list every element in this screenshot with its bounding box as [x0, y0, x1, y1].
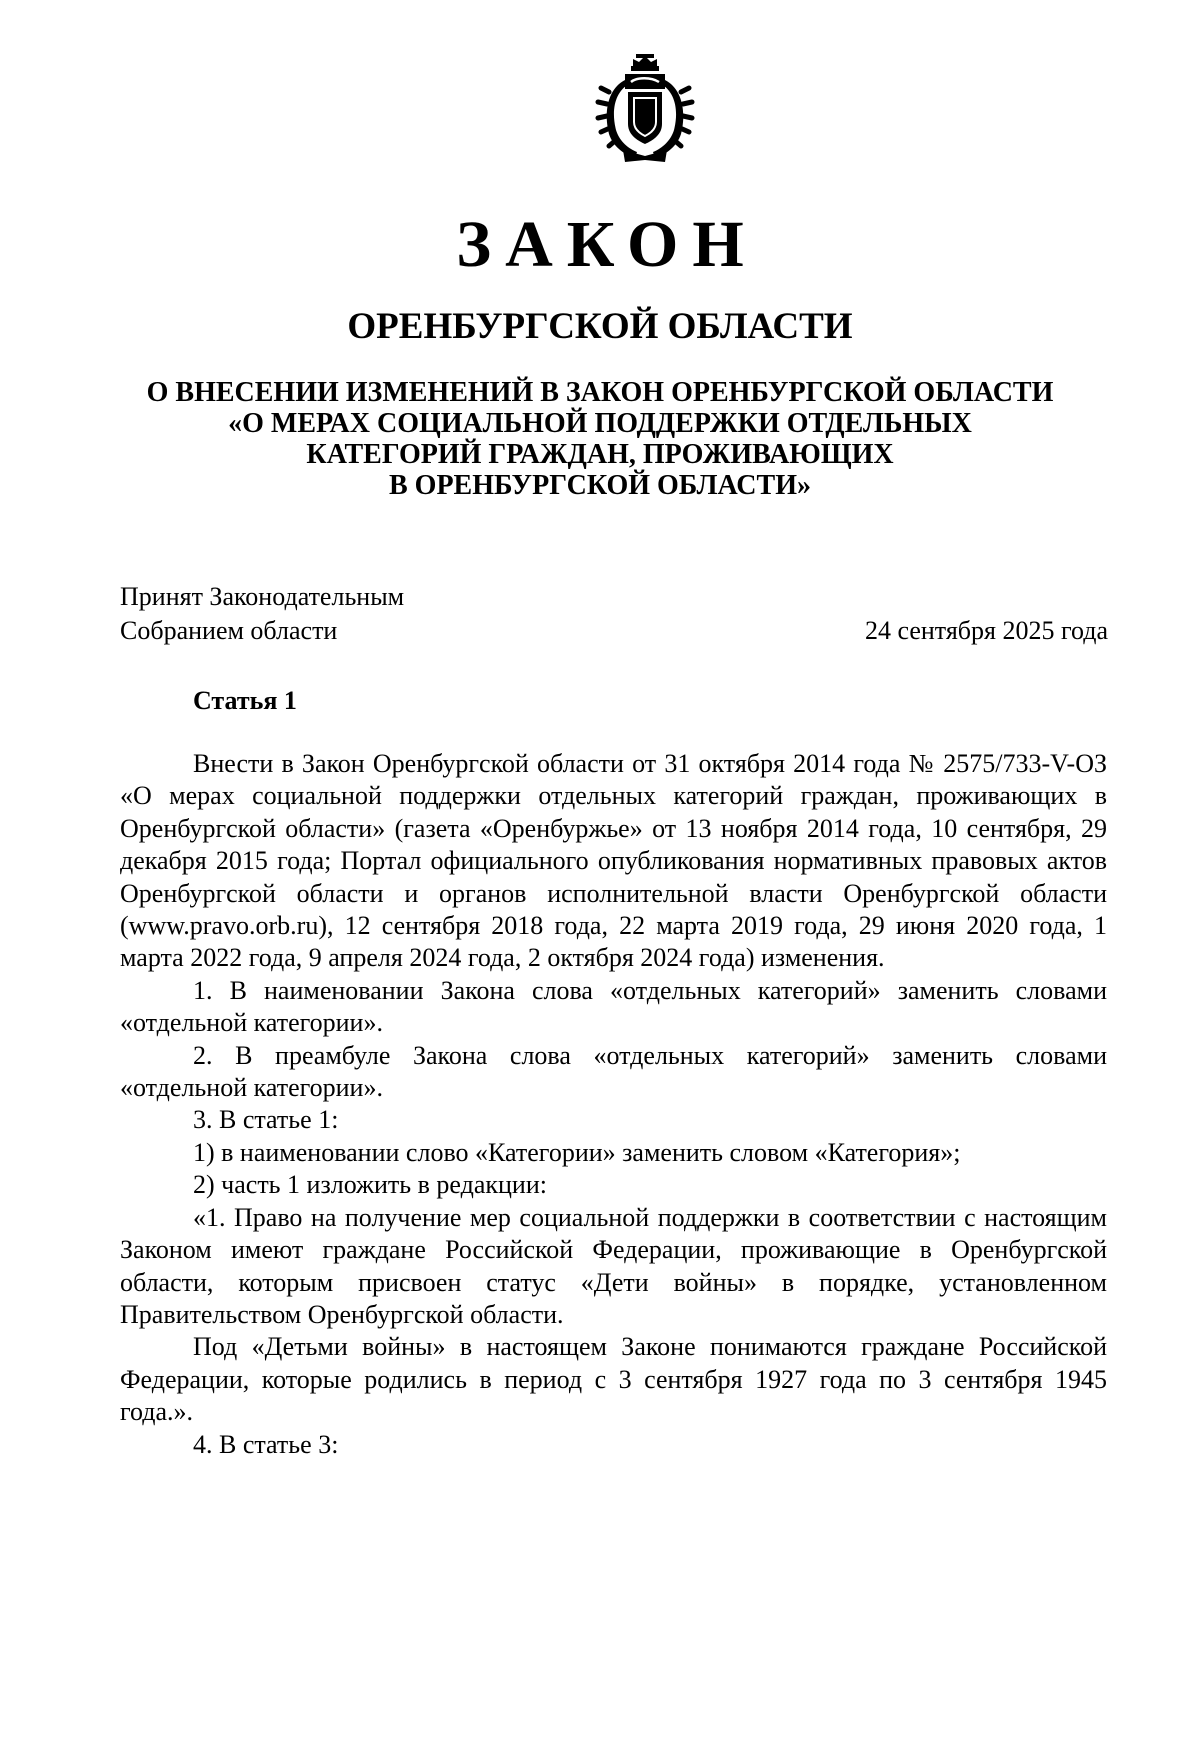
- adoption-date: 24 сентября 2025 года: [864, 616, 1108, 645]
- article-heading: Статья 1: [193, 686, 297, 715]
- adoption-line: Собранием области: [120, 616, 338, 645]
- document-title: ЗАКОН: [456, 208, 758, 281]
- law-subtitle-line: «О МЕРАХ СОЦИАЛЬНОЙ ПОДДЕРЖКИ ОТДЕЛЬНЫХ: [228, 408, 972, 439]
- law-subtitle-line: КАТЕГОРИЙ ГРАЖДАН, ПРОЖИВАЮЩИХ: [306, 439, 894, 470]
- article-paragraph: Под «Детьми войны» в настоящем Законе понимаются граждане Российской Федерации, которые родились в период с 3 сентября 1927 года по 3 сентября 1945 года.».: [120, 1332, 1107, 1427]
- article-paragraph: 2) часть 1 изложить в редакции:: [193, 1170, 547, 1200]
- article-paragraph: Внести в Закон Оренбургской области от 31 октября 2014 года № 2575/733-V-ОЗ «О мерах социальной поддержки отдельных категорий граждан, проживающих в Оренбургской области» (газета «Оренбуржье» от 13 ноября 2014 года, 10 сентября, 29 декабря 2015 года; Портал официального опубликования нормативных правовых актов Оренбургской области и органов исполнительной власти Оренбургской области (www.pravo.orb.ru), 12 сентября 2018 года, 22 марта 2019 года, 29 июня 2020 года, 1 марта 2022 года, 9 апреля 2024 года, 2 октября 2024 года) изменения.: [120, 749, 1107, 973]
- law-subtitle: [0, 377, 1200, 501]
- article-paragraph: 1) в наименовании слово «Категории» заменить словом «Категория»;: [193, 1137, 961, 1167]
- article-body: [120, 748, 1107, 1461]
- law-subtitle-line: В ОРЕНБУРГСКОЙ ОБЛАСТИ»: [389, 470, 811, 501]
- coat-of-arms-emblem: [595, 52, 695, 164]
- article-paragraph: 1. В наименовании Закона слова «отдельных категорий» заменить словами «отдельной категории».: [120, 975, 1107, 1038]
- adoption-line: Принят Законодательным: [120, 582, 405, 611]
- article-paragraph: 3. В статье 1:: [193, 1105, 339, 1135]
- article-paragraph: 2. В преамбуле Закона слова «отдельных категорий» заменить словами «отдельной категории».: [120, 1040, 1107, 1103]
- adoption-authority: [120, 580, 404, 648]
- law-subtitle-line: О ВНЕСЕНИИ ИЗМЕНЕНИЙ В ЗАКОН ОРЕНБУРГСКОЙ ОБЛАСТИ: [146, 377, 1054, 408]
- article-paragraph: «1. Право на получение мер социальной поддержки в соответствии с настоящим Законом имеют граждане Российской Федерации, проживающие в Оренбургской области, которым присвоен статус «Дети войны» в порядке, установленном Правительством Оренбургской области.: [120, 1202, 1107, 1329]
- article-paragraph: 4. В статье 3:: [193, 1429, 339, 1459]
- region-title: ОРЕНБУРГСКОЙ ОБЛАСТИ: [347, 306, 853, 347]
